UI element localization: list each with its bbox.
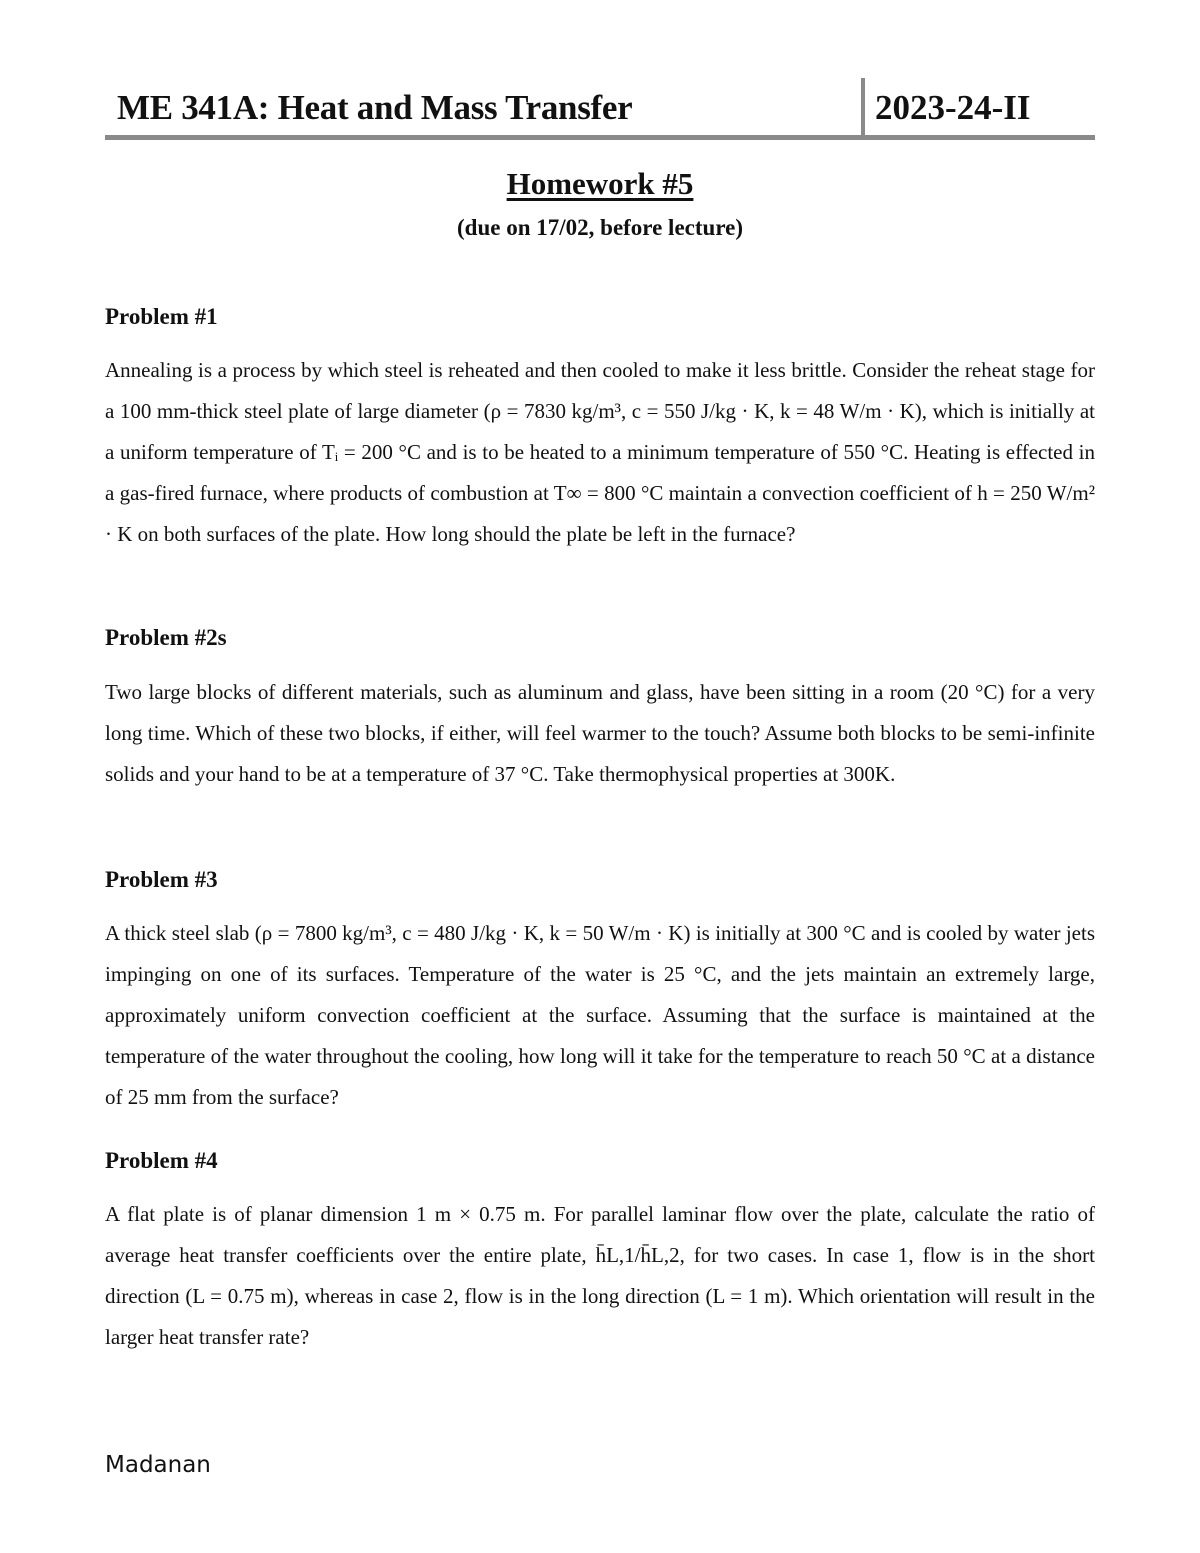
term-label: 2023-24-II [875, 88, 1031, 127]
header-divider [861, 78, 865, 140]
problem-2-text: Two large blocks of different materials, such as aluminum and glass, have been sitting in a room (20 °C) for a very long time. Which of these two blocks, if either, will feel warmer to the touch? Assume both blocks to be semi-infinite solids and your hand to be at a temperature of 37 °C. Take thermophysical properties at 300K. [105, 680, 1095, 786]
problem-4-text: A flat plate is of planar dimension 1 m × 0.75 m. For parallel laminar flow over the plate, calculate the ratio of average heat transfer coefficients over the entire plate, h̄L,1/h̄L,2, for two cases. In case 1, flow is in the short direction (L = 0.75 m), whereas in case 2, flow is in the long direction (L = 1 m). Which orientation will result in the larger heat transfer rate? [105, 1202, 1095, 1349]
document-header [105, 78, 1095, 140]
homework-due-date: (due on 17/02, before lecture) [457, 215, 743, 240]
problem-1-text: Annealing is a process by which steel is reheated and then cooled to make it less brittle. Consider the reheat stage for a 100 mm-thick steel plate of large diameter (ρ = 7830 kg/m³, c = 550 J/kg · K, k = 48 W/m · K), which is initially at a uniform temperature of Tᵢ = 200 °C and is to be heated to a minimum temperature of 550 °C. Heating is effected in a gas-fired furnace, where products of combustion at T∞ = 800 °C maintain a convection coefficient of h = 250 W/m² · K on both surfaces of the plate. How long should the plate be left in the furnace? [105, 358, 1095, 546]
course-title: ME 341A: Heat and Mass Transfer [117, 88, 633, 127]
header-rule [105, 135, 1095, 140]
author-name: Madanan [105, 1452, 211, 1478]
problem-4-heading: Problem #4 [105, 1148, 218, 1173]
problem-1-heading: Problem #1 [105, 304, 218, 329]
homework-title: Homework #5 [506, 166, 694, 201]
problem-2-heading: Problem #2s [105, 625, 227, 650]
problem-3-heading: Problem #3 [105, 867, 218, 892]
problem-3-text: A thick steel slab (ρ = 7800 kg/m³, c = 480 J/kg · K, k = 50 W/m · K) is initially at 300 °C and is cooled by water jets impinging on one of its surfaces. Temperature of the water is 25 °C, and the jets maintain an extremely large, approximately uniform convection coefficient at the surface. Assuming that the surface is maintained at the temperature of the water throughout the cooling, how long will it take for the temperature to reach 50 °C at a distance of 25 mm from the surface? [105, 921, 1095, 1109]
